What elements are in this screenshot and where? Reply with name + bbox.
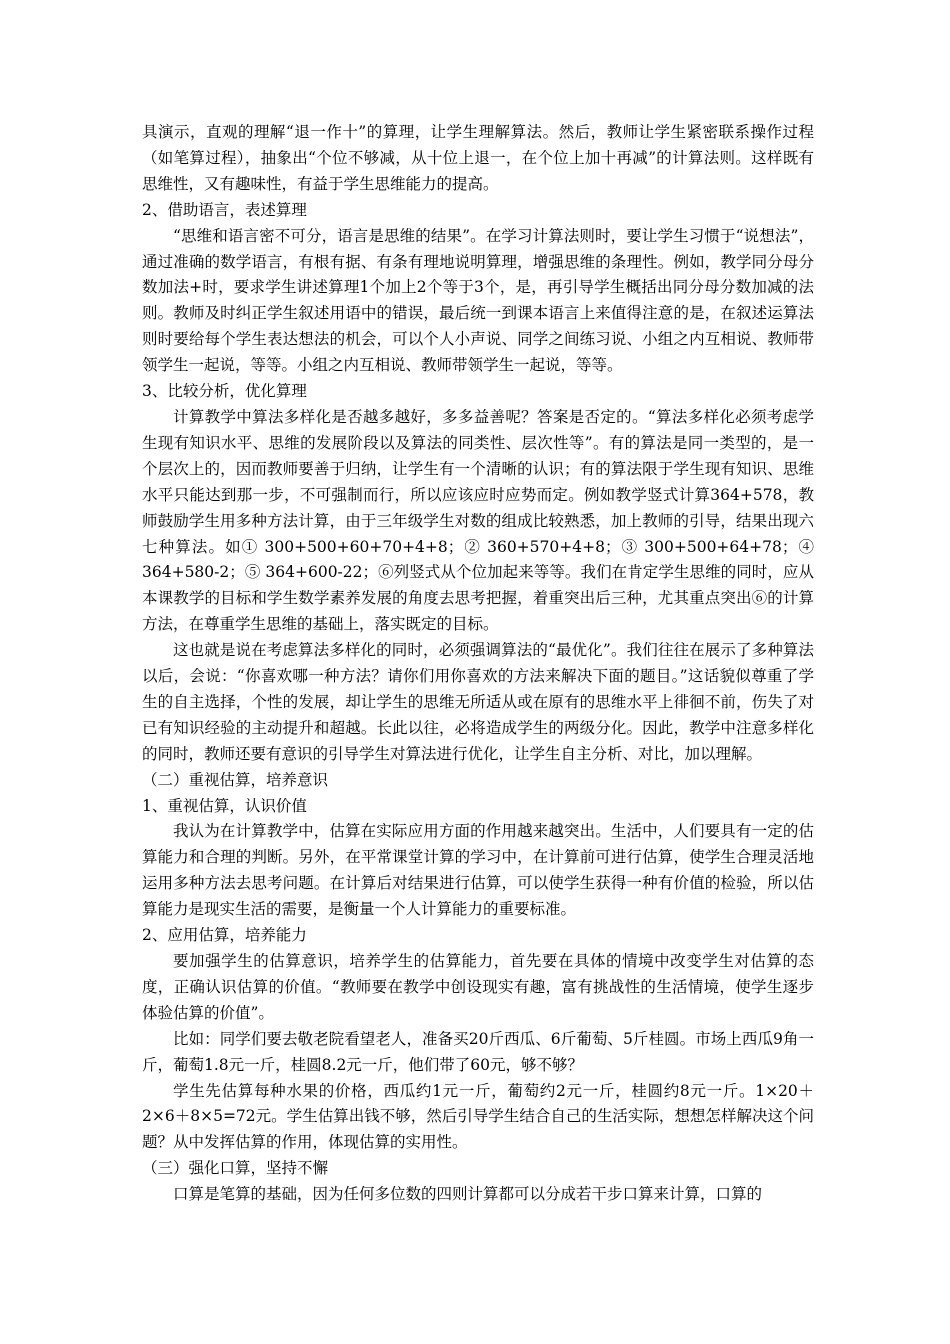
section-heading: （二）重视估算，培养意识 [142, 770, 329, 789]
paragraph: “思维和语言密不可分，语言是思维的结果”。在学习计算法则时，要让学生习惯于“说想法”，通过准确的数学语言，有根有据、有条有理地说明算理，增强思维的条理性。例如，教学同分母分数加法+时，要求学生讲述算理1个加上2个等于3个，是，再引导学生概括出同分母分数加减的法则。教师及时纠正学生叙述用语中的错误，最后统一到课本语言上来值得注意的是，在叙述运算法则时要给每个学生表达想法的机会，可以个人小声说、同学之间练习说、小组之内互相说、教师带领学生一起说，等等。小组之内互相说、教师带领学生一起说，等等。 [142, 226, 814, 375]
paragraph: 具演示，直观的理解“退一作十”的算理，让学生理解算法。然后，教师让学生紧密联系操作过程（如笔算过程），抽象出“个位不够减，从十位上退一，在个位上加十再减”的计算法则。这样既有思维性，又有趣味性，有益于学生思维能力的提高。 [142, 123, 814, 193]
paragraph: 计算教学中算法多样化是否越多越好，多多益善呢？答案是否定的。“算法多样化必须考虑学生现有知识水平、思维的发展阶段以及算法的同类性、层次性等”。有的算法是同一类型的，是一个层次上的，因而教师要善于归纳，让学生有一个清晰的认识；有的算法限于学生现有知识、思维水平只能达到那一步，不可强制而行，所以应该应时应势而定。例如教学竖式计算364+578，教师鼓励学生用多种方法计算，由于三年级学生对数的组成比较熟悉，加上教师的引导，结果出现六七种算法。如① 300+500+60+70+4+8；② 360+570+4+8；③ 300+500+64+78；④ 364+580-2；⑤ 364+600-22；⑥列竖式从个位加起来等等。我们在肯定学生思维的同时，应从本课教学的目标和学生数学素养发展的角度去思考把握，着重突出后三种，尤其重点突出⑥的计算方法，在尊重学生思维的基础上，落实既定的目标。 [142, 407, 814, 634]
section-heading: 2、应用估算，培养能力 [142, 926, 307, 945]
document-body [142, 120, 814, 1208]
paragraph: 这也就是说在考虑算法多样化的同时，必须强调算法的“最优化”。我们往往在展示了多种算法以后，会说：“你喜欢哪一种方法？请你们用你喜欢的方法来解决下面的题目。”这话貌似尊重了学生的自主选择，个性的发展，却让学生的思维无所适从或在原有的思维水平上徘徊不前，伤失了对已有知识经验的主动提升和超越。长此以往，必将造成学生的两级分化。因此，教学中注意多样化的同时，教师还要有意识的引导学生对算法进行优化，让学生自主分析、对比，加以理解。 [142, 641, 814, 763]
paragraph: 比如：同学们要去敬老院看望老人，准备买20斤西瓜、6斤葡萄、5斤桂圆。市场上西瓜9角一斤，葡萄1.8元一斤，桂圆8.2元一斤，他们带了60元，够不够？ [142, 1029, 814, 1074]
paragraph: 我认为在计算教学中，估算在实际应用方面的作用越来越突出。生活中，人们要具有一定的估算能力和合理的判断。另外，在平常课堂计算的学习中，在计算前可进行估算，使学生合理灵活地运用多种方法去思考问题。在计算后对结果进行估算，可以使学生获得一种有价值的检验，所以估算能力是现实生活的需要，是衡量一个人计算能力的重要标准。 [142, 822, 814, 919]
paragraph: 要加强学生的估算意识，培养学生的估算能力，首先要在具体的情境中改变学生对估算的态度，正确认识估算的价值。“教师要在教学中创设现实有趣，富有挑战性的生活情境，使学生逐步体验估算的价值”。 [142, 952, 814, 1022]
section-heading: （三）强化口算，坚持不懈 [142, 1159, 329, 1178]
section-heading: 1、重视估算，认识价值 [142, 796, 307, 815]
paragraph: 口算是笔算的基础，因为任何多位数的四则计算都可以分成若干步口算来计算，口算的 [173, 1185, 763, 1204]
section-heading: 2、借助语言，表述算理 [142, 200, 307, 219]
section-heading: 3、比较分析，优化算理 [142, 382, 307, 401]
paragraph: 学生先估算每种水果的价格，西瓜约1元一斤，葡萄约2元一斤，桂圆约8元一斤。1×20＋2×6＋8×5=72元。学生估算出钱不够，然后引导学生结合自己的生活实际，想想怎样解决这个问题？从中发挥估算的作用，体现估算的实用性。 [142, 1081, 814, 1152]
